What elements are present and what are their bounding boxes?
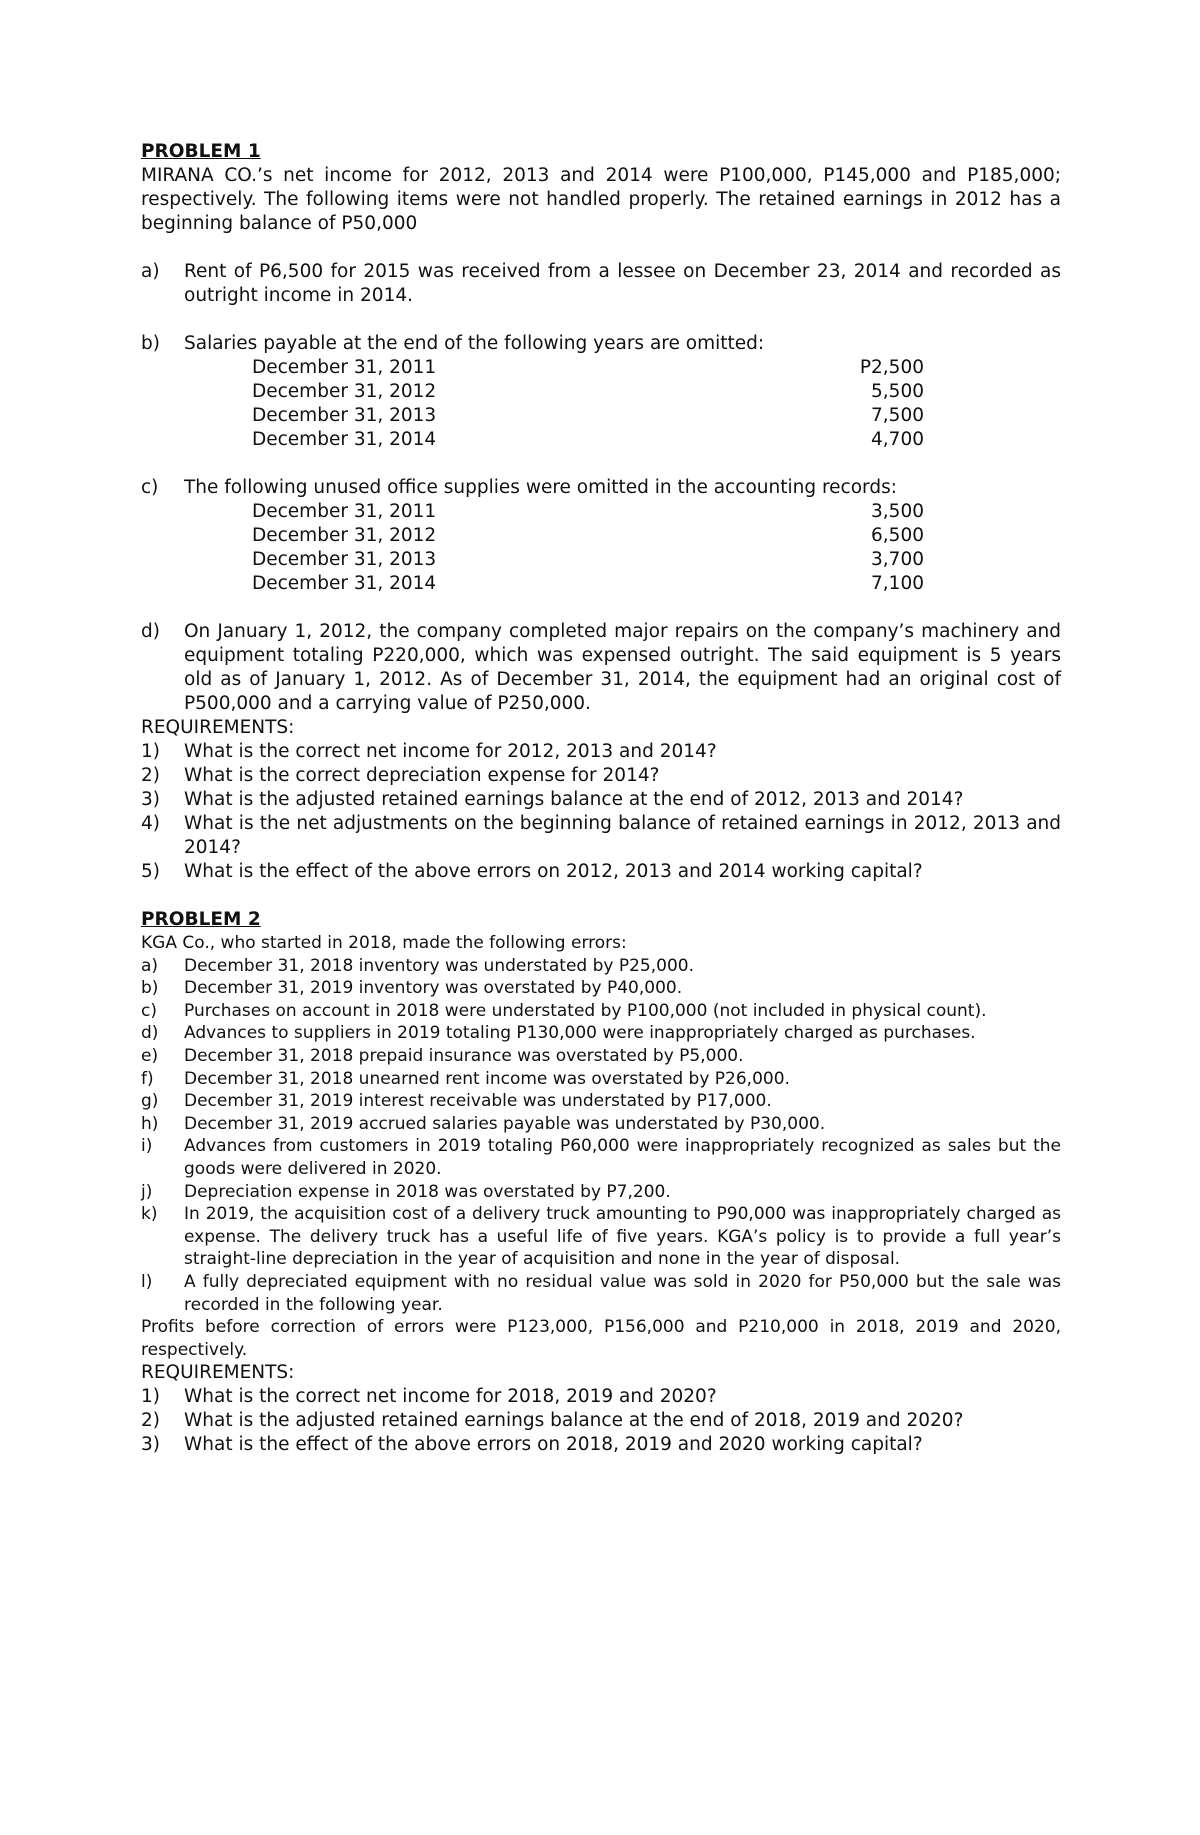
list-item [141,1409,1061,1433]
problem-2-profits: Profits before correction of errors were P123,000, P156,000 and P210,000 in 2018, 2019 and 2020, respectively. [141,1317,1061,1360]
document-page [141,140,1061,1457]
salaries-payable-table [141,356,1061,452]
row-date: December 31, 2011 [252,501,437,522]
problem-2-errors [141,955,1061,1317]
item-text: December 31, 2018 inventory was understated by P25,000. [184,955,694,976]
list-item [141,1271,1061,1316]
row-date: December 31, 2013 [252,549,437,570]
problem-1-item-b [141,332,1061,356]
problem-1-item-d [141,620,1061,716]
item-label: 2) [141,765,160,786]
item-text: Advances to suppliers in 2019 totaling P130,000 were inappropriately charged as purchases. [184,1023,976,1044]
table-row [252,380,924,404]
item-text: December 31, 2019 accrued salaries payable was understated by P30,000. [184,1113,826,1134]
item-text: Depreciation expense in 2018 was overstated by P7,200. [184,1181,671,1202]
item-label: k) [141,1204,158,1225]
list-item [141,1113,1061,1136]
item-text: In 2019, the acquisition cost of a delivery truck amounting to P90,000 was inappropriately charged as expense. The delivery truck has a useful life of five years. KGA’s policy is to provide a full year’s straight-line depreciation in the year of acquisition and none in the year of disposal. [184,1204,1061,1270]
item-label: e) [141,1045,159,1066]
item-text: December 31, 2018 unearned rent income was overstated by P26,000. [184,1068,790,1089]
problem-2-section [141,908,1061,1361]
item-text: What is the effect of the above errors on 2012, 2013 and 2014 working capital? [184,861,923,882]
item-label: h) [141,1113,159,1134]
item-text: What is the correct net income for 2012, 2013 and 2014? [184,741,717,762]
item-label: 1) [141,741,160,762]
list-item [141,955,1061,978]
item-label: c) [141,477,159,498]
row-amount: 7,500 [871,405,924,426]
item-label: 1) [141,1386,160,1408]
row-amount: P2,500 [859,357,924,378]
item-label: g) [141,1091,159,1112]
row-date: December 31, 2013 [252,405,437,426]
list-item [141,1181,1061,1204]
office-supplies-table [141,500,1061,596]
list-item [141,1068,1061,1091]
problem-1-requirements [141,740,1061,884]
item-label: f) [141,1068,154,1089]
table-row [252,428,924,452]
item-text: December 31, 2018 prepaid insurance was overstated by P5,000. [184,1045,744,1066]
item-label: b) [141,333,160,354]
item-text: December 31, 2019 interest receivable was understated by P17,000. [184,1091,772,1112]
problem-1-section [141,140,1061,884]
item-label: 2) [141,1410,160,1432]
item-text: What is the correct depreciation expense for 2014? [184,765,660,786]
item-text: December 31, 2019 inventory was overstated by P40,000. [184,978,683,999]
item-text: What is the correct net income for 2018, 2019 and 2020? [184,1386,717,1408]
table-row [252,524,924,548]
item-label: 3) [141,789,160,810]
item-label: a) [141,955,159,976]
item-text: What is the adjusted retained earnings balance at the end of 2018, 2019 and 2020? [184,1410,964,1432]
table-row [252,356,924,380]
list-item [141,764,1061,788]
list-item [141,1000,1061,1023]
item-text: Rent of P6,500 for 2015 was received from a lessee on December 23, 2014 and recorded as outright income in 2014. [184,261,1061,306]
item-label: d) [141,621,160,642]
item-text: A fully depreciated equipment with no residual value was sold in 2020 for P50,000 but the sale was recorded in the following year. [184,1271,1061,1315]
requirements-heading: REQUIREMENTS: [141,1362,295,1384]
list-item [141,740,1061,764]
row-date: December 31, 2011 [252,357,437,378]
problem-1-item-a [141,260,1061,308]
list-item [141,1385,1061,1409]
row-amount: 6,500 [871,525,924,546]
row-date: December 31, 2012 [252,381,437,402]
problem-2-requirements-block [141,1361,1061,1457]
item-label: i) [141,1136,153,1157]
item-label: j) [141,1181,153,1202]
item-label: b) [141,978,159,999]
row-amount: 5,500 [871,381,924,402]
list-item [141,1433,1061,1457]
row-date: December 31, 2012 [252,525,437,546]
item-text: The following unused office supplies were omitted in the accounting records: [184,477,897,498]
row-date: December 31, 2014 [252,429,437,450]
list-item [141,977,1061,1000]
item-text: What is the effect of the above errors on 2018, 2019 and 2020 working capital? [184,1434,923,1456]
table-row [252,404,924,428]
item-text: Salaries payable at the end of the following years are omitted: [184,333,765,354]
table-row [252,572,924,596]
problem-1-intro: MIRANA CO.’s net income for 2012, 2013 and 2014 were P100,000, P145,000 and P185,000; respectively. The following items were not handled properly. The retained earnings in 2012 has a beginning balance of P50,000 [141,165,1061,234]
problem-1-item-c [141,476,1061,500]
item-label: 4) [141,813,160,834]
row-amount: 7,100 [871,573,924,594]
item-label: 5) [141,861,160,882]
row-amount: 3,700 [871,549,924,570]
problem-1-title: PROBLEM 1 [141,141,261,162]
item-label: d) [141,1023,159,1044]
list-item [141,788,1061,812]
problem-2-intro: KGA Co., who started in 2018, made the following errors: [141,933,627,953]
list-item [141,1135,1061,1180]
table-row [252,500,924,524]
list-item [141,1022,1061,1045]
requirements-heading: REQUIREMENTS: [141,717,295,738]
row-amount: 4,700 [871,429,924,450]
row-amount: 3,500 [871,501,924,522]
problem-2-title: PROBLEM 2 [141,909,261,930]
list-item [141,1203,1061,1271]
item-text: Purchases on account in 2018 were understated by P100,000 (not included in physical count). [184,1000,987,1021]
row-date: December 31, 2014 [252,573,437,594]
item-text: Advances from customers in 2019 totaling P60,000 were inappropriately recognized as sales but the goods were delivered in 2020. [184,1136,1061,1179]
list-item [141,812,1061,860]
item-label: l) [141,1271,153,1292]
list-item [141,1090,1061,1113]
item-label: a) [141,261,160,282]
item-label: 3) [141,1434,160,1456]
list-item [141,1045,1061,1068]
item-text: What is the adjusted retained earnings balance at the end of 2012, 2013 and 2014? [184,789,964,810]
item-text: On January 1, 2012, the company completed major repairs on the company’s machinery and equipment totaling P220,000, which was expensed outright. The said equipment is 5 years old as of January 1, 2012. As of December 31, 2014, the equipment had an original cost of P500,000 and a carrying value of P250,000. [184,621,1061,714]
list-item [141,860,1061,884]
item-label: c) [141,1000,157,1021]
item-text: What is the net adjustments on the beginning balance of retained earnings in 2012, 2013 and 2014? [184,813,1061,858]
table-row [252,548,924,572]
